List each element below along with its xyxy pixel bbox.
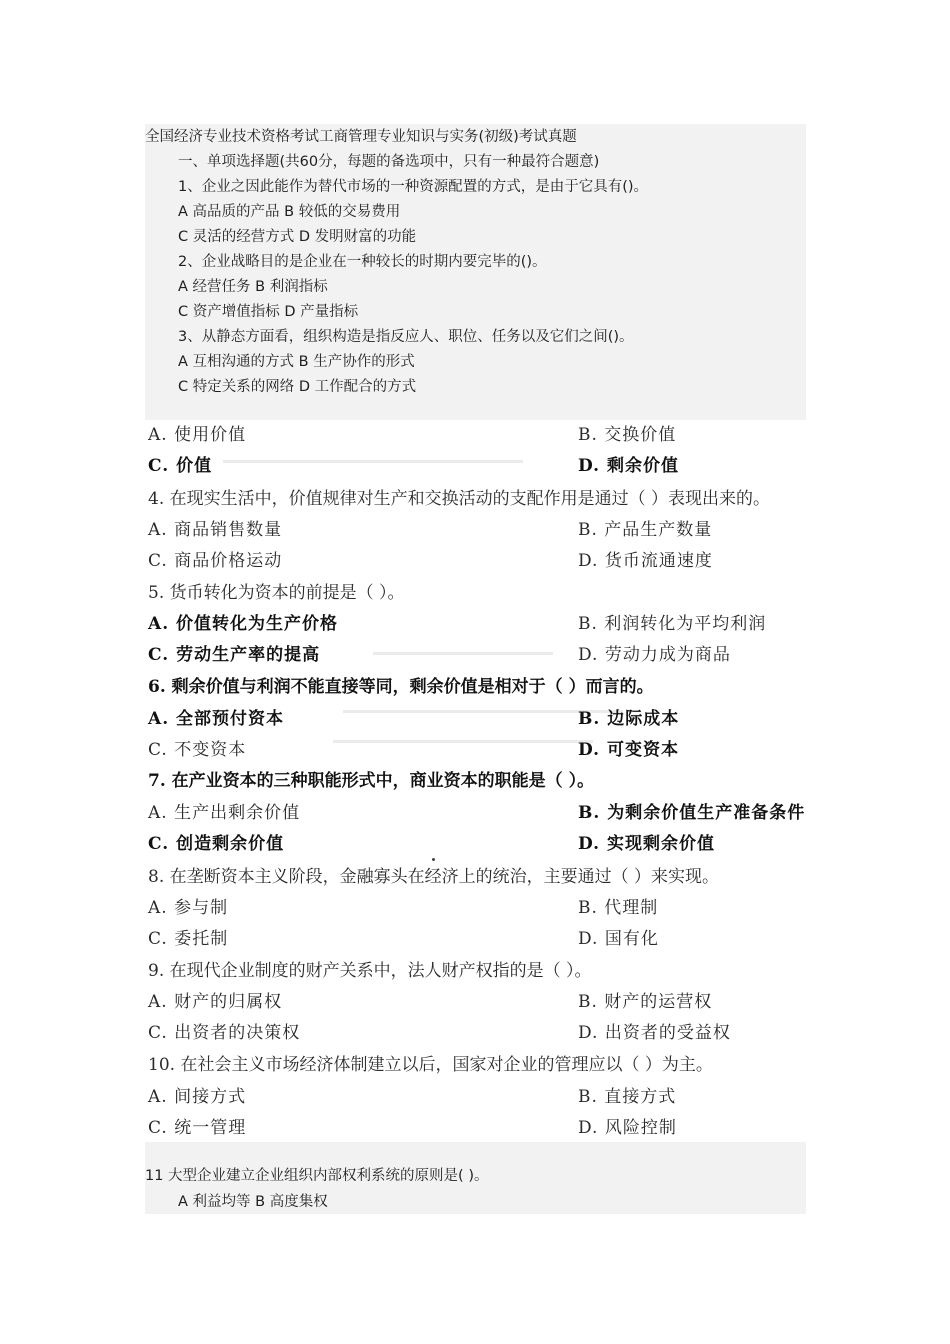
option-a: A. 生产出剩余价值: [148, 803, 301, 823]
question-2-options-cd: C 资产增值指标 D 产量指标: [178, 304, 359, 320]
question-10: 10. 在社会主义市场经济体制建立以后，国家对企业的管理应以（ ）为主。: [148, 1055, 713, 1075]
question-1: 1、企业之因此能作为替代市场的一种资源配置的方式，是由于它具有()。: [178, 179, 649, 195]
option-d: D. 出资者的受益权: [578, 1023, 731, 1043]
option-b: B. 边际成本: [578, 709, 680, 729]
question-2-options-ab: A 经营任务 B 利润指标: [178, 279, 328, 295]
top-text-block: [145, 124, 806, 420]
question-4: 4. 在现实生活中，价值规律对生产和交换活动的支配作用是通过（ ）表现出来的。: [148, 489, 771, 509]
option-a: A. 价值转化为生产价格: [148, 614, 339, 634]
scan-speck: [432, 858, 435, 861]
scan-noise: [333, 740, 593, 743]
option-a: A. 财产的归属权: [148, 992, 283, 1012]
option-c: C. 委托制: [148, 929, 229, 949]
option-c: C. 不变资本: [148, 740, 247, 760]
option-d: D. 货币流通速度: [578, 551, 713, 571]
question-11: 11 大型企业建立企业组织内部权利系统的原则是( )。: [145, 1168, 489, 1184]
scanned-page-image: [143, 420, 943, 1142]
option-a: A. 全部预付资本: [148, 709, 285, 729]
bottom-text-block: [145, 1142, 806, 1214]
option-b: B. 代理制: [578, 898, 659, 918]
option-a: A. 间接方式: [148, 1087, 247, 1107]
question-2: 2、企业战略目的是企业在一种较长的时期内要完毕的()。: [178, 254, 547, 270]
option-c: C. 创造剩余价值: [148, 834, 285, 854]
option-a: A. 参与制: [148, 898, 229, 918]
question-6: 6. 剩余价值与利润不能直接等同，剩余价值是相对于（ ）而言的。: [148, 677, 654, 697]
option-b: B. 利润转化为平均利润: [578, 614, 767, 634]
question-5: 5. 货币转化为资本的前提是（ ）。: [148, 583, 405, 603]
option-b: B. 为剩余价值生产准备条件: [578, 803, 806, 823]
option-c: C. 出资者的决策权: [148, 1023, 301, 1043]
question-11-options-ab: A 利益均等 B 高度集权: [178, 1194, 328, 1210]
option-b: B. 交换价值: [578, 425, 677, 445]
question-7: 7. 在产业资本的三种职能形式中，商业资本的职能是（ ）。: [148, 771, 595, 791]
option-d: D. 剩余价值: [578, 456, 679, 476]
option-a: A. 商品销售数量: [148, 520, 283, 540]
scan-noise: [223, 460, 523, 463]
option-c: C. 商品价格运动: [148, 551, 283, 571]
option-d: D. 国有化: [578, 929, 659, 949]
question-1-options-cd: C 灵活的经营方式 D 发明财富的功能: [178, 229, 417, 245]
scan-noise: [373, 652, 553, 655]
option-d: D. 风险控制: [578, 1118, 677, 1138]
question-1-options-ab: A 高品质的产品 B 较低的交易费用: [178, 204, 401, 220]
option-b: B. 产品生产数量: [578, 520, 713, 540]
section-heading: 一、单项选择题(共60分，每题的备选项中，只有一种最符合题意): [178, 154, 600, 170]
option-a: A. 使用价值: [148, 425, 247, 445]
question-3: 3、从静态方面看，组织构造是指反应人、职位、任务以及它们之间()。: [178, 329, 634, 345]
question-9: 9. 在现代企业制度的财产关系中，法人财产权指的是（ ）。: [148, 961, 592, 981]
option-d: D. 实现剩余价值: [578, 834, 715, 854]
option-c: C. 价值: [148, 456, 213, 476]
option-d: D. 可变资本: [578, 740, 679, 760]
option-d: D. 劳动力成为商品: [578, 645, 731, 665]
question-8: 8. 在垄断资本主义阶段，金融寡头在经济上的统治，主要通过（ ）来实现。: [148, 867, 720, 887]
option-c: C. 劳动生产率的提高: [148, 645, 321, 665]
option-c: C. 统一管理: [148, 1118, 247, 1138]
question-3-options-cd: C 特定关系的网络 D 工作配合的方式: [178, 379, 417, 395]
option-b: B. 财产的运营权: [578, 992, 713, 1012]
option-b: B. 直接方式: [578, 1087, 677, 1107]
question-3-options-ab: A 互相沟通的方式 B 生产协作的形式: [178, 354, 415, 370]
exam-title: 全国经济专业技术资格考试工商管理专业知识与实务(初级)考试真题: [145, 129, 577, 145]
